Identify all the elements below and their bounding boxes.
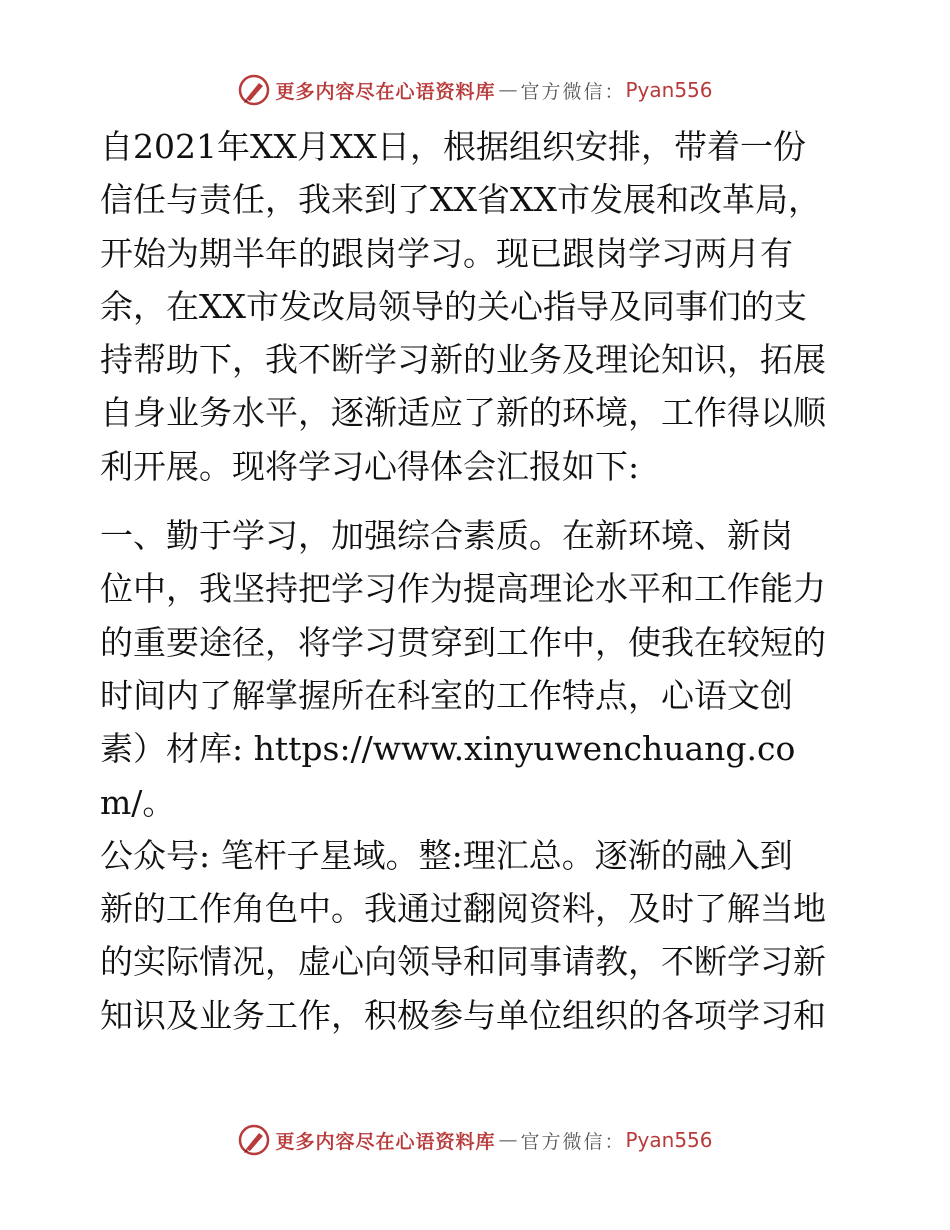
banner-official-label: 官方微信：	[520, 1130, 626, 1153]
text-line: 位中，我坚持把学习作为提高理论水平和工作能力	[100, 569, 826, 609]
pen-logo-icon	[237, 1123, 271, 1157]
text-line: 信任与责任，我来到了XX省XX市发展和改革局，	[100, 180, 821, 220]
banner-separator: —	[498, 1129, 518, 1151]
text-line: 公众号: 笔杆子星域。整:理汇总。逐渐的融入到	[100, 835, 793, 875]
text-line: 自身业务水平，逐渐适应了新的环境，工作得以顺	[100, 393, 826, 433]
text-line: 利开展。现将学习心得体会汇报如下:	[100, 446, 640, 486]
banner-main-text: 更多内容尽在心语资料库	[275, 80, 496, 103]
footer-banner	[0, 1120, 950, 1160]
text-line: 余，在XX市发改局领导的关心指导及同事们的支	[100, 286, 807, 326]
text-line: 持帮助下，我不断学习新的业务及理论知识，拓展	[100, 340, 826, 380]
paragraph-intro	[100, 120, 860, 493]
text-line: 开始为期半年的跟岗学习。现已跟岗学习两月有	[100, 233, 793, 273]
banner-wechat-id: Pyan556	[625, 78, 713, 102]
paragraph-section-one	[100, 509, 860, 1042]
text-line: 时间内了解掌握所在科室的工作特点，心语文创	[100, 675, 793, 715]
banner-wechat-id: Pyan556	[625, 1128, 713, 1152]
banner-separator: —	[498, 79, 518, 101]
pen-logo-icon	[237, 73, 271, 107]
banner-official-label: 官方微信：	[520, 80, 626, 103]
text-line: 的实际情况，虚心向领导和同事请教，不断学习新	[100, 942, 826, 982]
header-banner	[0, 70, 950, 110]
text-line: 一、勤于学习，加强综合素质。在新环境、新岗	[100, 516, 793, 556]
text-line: 的重要途径，将学习贯穿到工作中，使我在较短的	[100, 622, 826, 662]
text-line: 自2021年XX月XX日，根据组织安排，带着一份	[100, 127, 806, 166]
text-line: 知识及业务工作，积极参与单位组织的各项学习和	[100, 995, 826, 1035]
banner-main-text: 更多内容尽在心语资料库	[275, 1130, 496, 1153]
document-body	[100, 120, 860, 1042]
text-line: 新的工作角色中。我通过翻阅资料，及时了解当地	[100, 889, 826, 929]
text-line: 素）材库: https://www.xinyuwenchuang.com/。	[100, 729, 796, 822]
